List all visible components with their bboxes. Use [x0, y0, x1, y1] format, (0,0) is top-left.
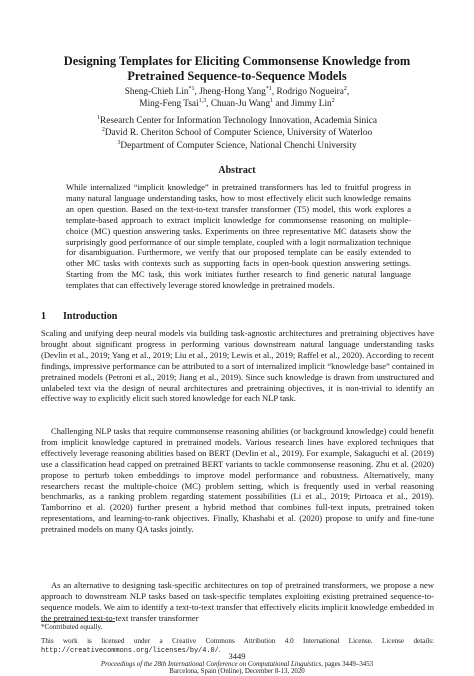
footnote: *Contributed equally.: [41, 623, 103, 631]
author-line-1: [40, 86, 434, 98]
affiliation-mark: 2: [101, 127, 105, 134]
author-separator: ,: [194, 87, 200, 97]
affiliation-3: [40, 140, 434, 152]
author-name: Sheng-Chieh Lin: [124, 87, 189, 97]
author-list: [40, 86, 434, 110]
affiliation-text: David R. Cheriton School of Computer Science, University of Waterloo: [104, 128, 373, 139]
author-name: Ming-Feng Tsai: [139, 99, 199, 109]
affiliation-text: Research Center for Information Technology Innovation, Academia Sinica: [100, 116, 377, 126]
author-affil-mark: 2: [331, 97, 335, 104]
footnote-divider: [41, 621, 115, 622]
intro-paragraph-1: Scaling and unifying deep neural models via building task-agnostic architectures and pretraining objectives have brought about significant progress in performing various downstream natural language understanding tasks (Devlin et al., 2019; Yang et al., 2019; Liu et al., 2019; Lewis et al., 2019; Raffel et al., 2020). According to recent findings, impressive performance can be attributed to a sort of internalized implicit “knowledge base” contained in pretrained models (Petroni et al., 2019; Jiang et al., 2019). Since such knowledge is drawn from unstructured and unlabeled text via the design of neural architectures and pretraining objectives, it is non-trivial to identify an effective way to explicitly elicit such stored knowledge for each NLP task.: [41, 328, 434, 404]
paper-title: [40, 54, 434, 84]
title-line-2: Pretrained Sequence-to-Sequence Models: [127, 69, 347, 83]
proceedings-pages: , pages 3449–3453: [321, 661, 374, 668]
affiliation-list: [40, 115, 434, 152]
conference-location: Barcelona, Spain (Online), December 8-13, 2020: [169, 668, 305, 675]
author-separator: ,: [206, 99, 211, 109]
author-separator: ,: [271, 87, 277, 97]
affiliation-mark: 3: [117, 139, 121, 146]
author-line-2: [40, 98, 434, 110]
author-affil-mark: *1: [188, 85, 195, 92]
author-affil-mark: 1: [270, 97, 274, 104]
section-heading: [41, 311, 117, 322]
abstract-text: While internalized “implicit knowledge” in pretrained transformers has led to fruitful progress in many natural language understanding tasks, how to most effectively elicit such knowledge remains an open question. Based on the text-to-text transfer transformer (T5) model, this work explores a template-based approach to extract implicit knowledge for commonsense reasoning on multiple-choice (MC) question answering tasks. Experiments on three representative MC datasets show the surprisingly good performance of our simple template, coupled with a logit normalization technique for disambiguation. Furthermore, we verify that our proposed template can be easily extended to other MC tasks with contexts such as supporting facts in open-book question answering settings. Starting from the MC task, this work initiates further research to find generic natural language templates that can effectively leverage stored knowledge in pretrained models.: [66, 182, 411, 291]
author-name: Jheng-Hong Yang: [199, 87, 266, 97]
affiliation-1: [40, 115, 434, 127]
author-separator: and: [273, 99, 292, 109]
page-number: 3449: [228, 651, 246, 661]
title-line-1: Designing Templates for Eliciting Commonsense Knowledge from: [63, 54, 411, 68]
affiliation-2: [40, 127, 434, 139]
proceedings-title: Proceedings of the 28th International Conference on Computational Linguistics: [100, 661, 322, 668]
license-end: .: [218, 646, 221, 654]
affiliation-text: Department of Computer Science, National Chenchi University: [120, 140, 357, 151]
intro-paragraph-2: Challenging NLP tasks that require commonsense reasoning abilities (or background knowledge) could benefit from implicit knowledge captured in pretrained models. Various research lines have explored techniques that effectively leverage reasoning abilities based on BERT (Devlin et al., 2019). For example, Sakaguchi et al. (2019) use a classification head capped on pretrained BERT variants to tackle commonsense reasoning. Zhu et al. (2020) propose to perturb token embeddings to improve model performance and robustness. Alternatively, many researchers recast the multiple-choice (MC) problem setting, which is frequently used in verbal reasoning benchmarks, as a ranking problem regarding statement possibilities (Li et al., 2019; Pirtoaca et al., 2019). Tamborrino et al. (2020) further present a hybrid method that combines full-text inputs, pretrained token representations, and learning-to-rank objectives. Finally, Khashabi et al. (2020) propose to unify and fine-tune pretrained models on many QA tasks jointly.: [41, 426, 434, 535]
license-url-part: //creativecommons.org/licenses/by/4.0/: [61, 647, 219, 655]
intro-paragraph-3: As an alternative to designing task-specific architectures on top of pretrained transformers, we propose a new approach to downstream NLP tasks based on task-specific templates exploiting existing pretrained sequence-to-sequence models. We aim to identify a text-to-text transfer that effectively elicits implicit knowledge embedded in the pretrained text-to-text transfer transformer: [41, 580, 434, 623]
license-url-part: http:: [41, 647, 62, 655]
author-affil-mark: 1,3: [198, 97, 207, 104]
author-name: Chuan-Ju Wang: [210, 99, 271, 109]
author-affil-mark: *1: [265, 85, 272, 92]
license-text: This work is licensed under a Creative Commons Attribution 4.0 International License. License details:: [41, 637, 434, 645]
section-number: 1: [41, 311, 46, 322]
author-name: Rodrigo Nogueira: [276, 87, 344, 97]
author-affil-mark: 2: [343, 85, 347, 92]
affiliation-mark: 1: [97, 114, 101, 121]
author-separator: ,: [346, 87, 350, 97]
section-title: Introduction: [63, 311, 118, 322]
author-name: Jimmy Lin: [291, 99, 332, 109]
abstract-heading: Abstract: [218, 165, 256, 176]
